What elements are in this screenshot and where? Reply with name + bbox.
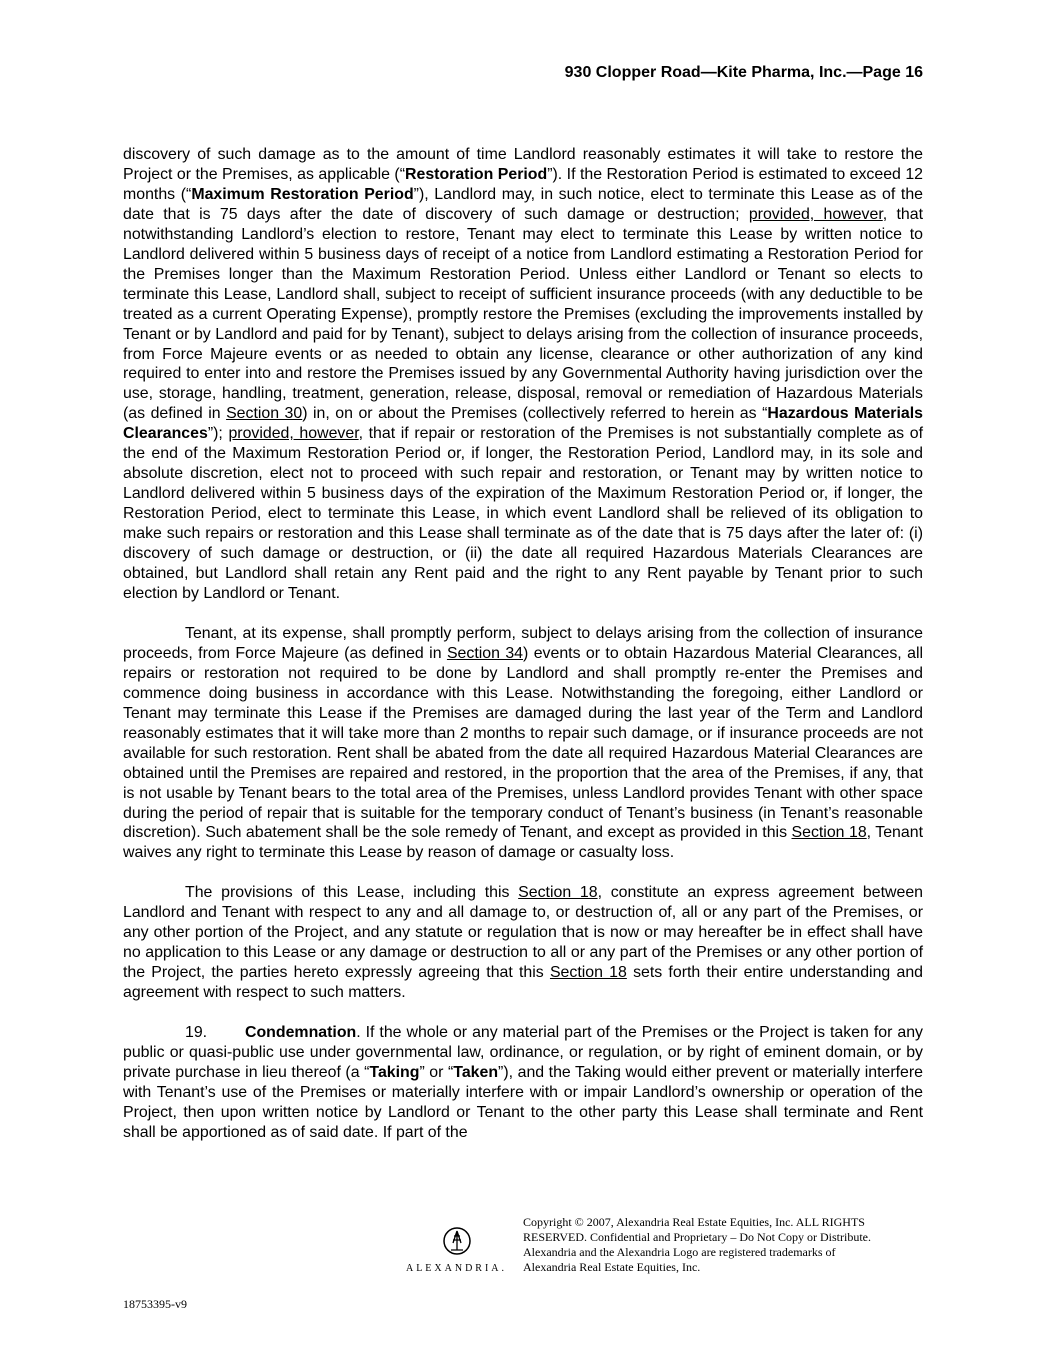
paragraph-condemnation: 19. Condemnation. If the whole or any material part of the Premises or the Project is taken for any public or quasi-public use under governmental law, ordinance, or regulation, or by right of eminent domain, or by private purchase in lieu thereof (a “Taking” or “Taken”), and the Taking would either prevent or materially interfere with Tenant’s use of the Premises or materially interfere with or impair Landlord’s ownership or operation of the Project, then upon written notice by Landlord or Tenant to the other party this Lease shall terminate and Rent shall be apportioned as of said date. If part of the [123, 1024, 924, 1141]
section-title: Condemnation [245, 1024, 357, 1042]
paragraph-tenant-repairs: Tenant, at its expense, shall promptly perform, subject to delays arising from the collection of insurance proceeds, from Force Majeure (as defined in Section 34) events or to obtain Hazardous Material Clearances, all repairs or restoration not required to be done by Landlord and shall promptly re-enter the Premises and commence doing business in accordance with this Lease. Notwithstanding the foregoing, either Landlord or Tenant may terminate this Lease if the Premises are damaged during the last year of the Term and Landlord reasonably estimates that it will take more than 2 months to repair such damage, or if insurance proceeds are not available for such restoration. Rent shall be abated from the date all required Hazardous Material Clearances are obtained until the Premises are repaired and restored, in the proportion that the area of the Premises, if any, that is not usable by Tenant bears to the total area of the Premises, unless Landlord provides Tenant with other space during the period of repair that is suitable for the temporary conduct of Tenant’s business (in Tenant’s reasonable discretion). Such abatement shall be the sole remedy of Tenant, and except as provided in this Section 18, Tenant waives any right to terminate this Lease by reason of damage or casualty loss. [123, 624, 924, 862]
section-number: 19. [185, 1024, 208, 1042]
copyright-notice: Copyright © 2007, Alexandria Real Estate Equities, Inc. ALL RIGHTS RESERVED. Confidential and Proprietary – Do Not Copy or Distribute. Alexandria and the Alexandria Logo are registered trademarks of Alexandria Real Estate Equities, Inc. [523, 1215, 871, 1274]
logo-wordmark: ALEXANDRIA. [405, 1263, 508, 1274]
alexandria-emblem-icon [442, 1226, 472, 1256]
document-id: 18753395-v9 [123, 1297, 187, 1311]
paragraph-restoration: discovery of such damage as to the amount of time Landlord reasonably estimates it will take to restore the Project or the Premises, as applicable (“Restoration Period”). If the Restoration Period is estimated to exceed 12 months (“Maximum Restoration Period”), Landlord may, in such notice, elect to terminate this Lease as of the date that is 75 days after the date of discovery of such damage or destruction; provided, however, that notwithstanding Landlord’s election to restore, Tenant may elect to terminate this Lease by written notice to Landlord delivered within 5 business days of receipt of a notice from Landlord estimating a Restoration Period for the Premises longer than the Maximum Restoration Period. Unless either Landlord or Tenant so elects to terminate this Lease, Landlord shall, subject to receipt of sufficient insurance proceeds (with any deductible to be treated as a current Operating Expense), promptly restore the Premises (excluding the improvements installed by Tenant or by Landlord and paid for by Tenant), subject to delays arising from the collection of insurance proceeds, from Force Majeure events or as needed to obtain any license, clearance or other authorization of any kind required to enter into and restore the Premises issued by any Governmental Authority having jurisdiction over the use, storage, handling, treatment, generation, release, disposal, removal or remediation of Hazardous Materials (as defined in Section 30) in, on or about the Premises (collectively referred to herein as “Hazardous Materials Clearances”); provided, however, that if repair or restoration of the Premises is not substantially complete as of the end of the Maximum Restoration Period or, if longer, the Restoration Period, Landlord may, in its sole and absolute discretion, elect not to proceed with such repair and restoration, or Tenant may by written notice to Landlord delivered within 5 business days of the expiration of the Maximum Restoration Period or, if longer, the Restoration Period, elect to terminate this Lease, in which event Landlord shall be relieved of its obligation to make such repairs or restoration and this Lease shall terminate as of the date that is 75 days after the later of: (i) discovery of such damage or destruction, or (ii) the date all required Hazardous Materials Clearances are obtained, but Landlord shall retain any Rent paid and the right to any Rent payable by Tenant prior to such election by Landlord or Tenant. [123, 146, 924, 602]
paragraph-express-agreement: The provisions of this Lease, including this Section 18, constitute an express agreement between Landlord and Tenant with respect to any and all damage to, or destruction of, all or any part of the Premises, or any other portion of the Project, and any statute or regulation that is now or may hereafter be in effect shall have no application to this Lease or any damage or destruction to all or any part of the Premises or any other portion of the Project, the parties hereto expressly agreeing that this Section 18 sets forth their entire understanding and agreement with respect to such matters. [123, 884, 923, 1002]
alexandria-logo [399, 1226, 514, 1274]
document-body [123, 145, 923, 1163]
page-header: 930 Clopper Road—Kite Pharma, Inc.—Page 16 [564, 64, 923, 81]
